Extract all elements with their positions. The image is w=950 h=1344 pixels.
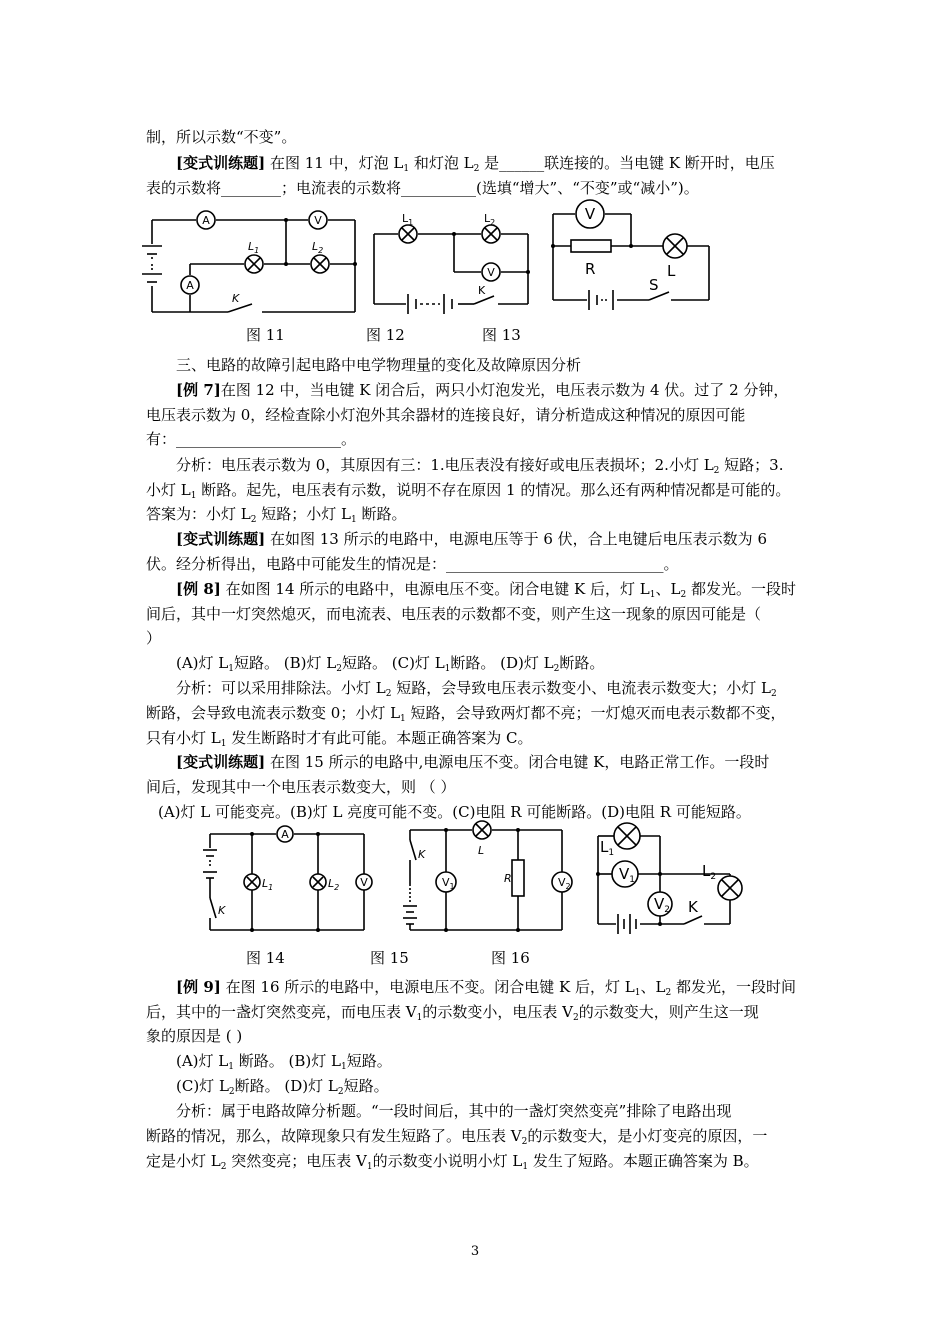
- text-run: 间后，其中一灯突然熄灭，而电流表、电压表的示数都不变，则产生这一现象的原因可能是（: [146, 605, 762, 623]
- text-line: [0, 580, 950, 598]
- subscript: 1: [408, 218, 414, 227]
- svg-text:L1: [402, 212, 413, 227]
- voltmeter-v1-label: V: [442, 876, 450, 889]
- text-line: [0, 978, 950, 996]
- text-run: 、L: [640, 978, 666, 996]
- text-run: 突然变亮；电压表 V: [226, 1152, 367, 1170]
- subscript: 2: [553, 664, 560, 674]
- subscript: 1: [228, 1062, 235, 1072]
- subscript: 2: [713, 466, 720, 476]
- voltmeter-label: V: [487, 266, 495, 279]
- text-line: [0, 729, 950, 747]
- switch-label: K: [478, 284, 486, 297]
- circuit-figure-14: [200, 826, 372, 936]
- text-run: 都发光，一段时间: [671, 978, 796, 996]
- subscript: 2: [336, 664, 342, 674]
- circuit-figure-13: [545, 196, 715, 308]
- ammeter-label: A: [186, 279, 194, 292]
- voltmeter-v1-label: V: [619, 865, 630, 883]
- svg-text:L2: [312, 240, 323, 255]
- text-line: [0, 406, 950, 424]
- text-run: 短路，会导致两灯都不亮；一灯熄灭而电表示数都不变，: [405, 704, 786, 722]
- ammeter-label: A: [202, 214, 210, 227]
- text-run: 表的示数将________；电流表的示数将__________(选填“增大”、“不变”或“减小”)。: [146, 179, 699, 197]
- text-run: 短路。: [346, 1052, 392, 1070]
- text-run: 短路。: [343, 1077, 389, 1095]
- text-line: [0, 629, 950, 647]
- text-run: 电压表示数为 0，经检查除小灯泡外其余器材的连接良好，请分析造成这种情况的原因可能: [146, 406, 746, 424]
- text-run: 分析：电压表示数为 0，其原因有三：1.电压表没有接好或电压表损坏；2.小灯 L: [176, 456, 714, 474]
- subscript: 1: [522, 1162, 529, 1172]
- text-run: 制，所以示数“不变”。: [146, 128, 297, 146]
- subscript: 1: [400, 714, 406, 724]
- text-line: [0, 1077, 950, 1095]
- text-line: [0, 1102, 950, 1120]
- circuit-figure-12: [368, 212, 538, 312]
- subscript: 1: [649, 590, 656, 600]
- lamp-l2-label: L: [484, 212, 491, 225]
- subscript: 1: [403, 164, 410, 174]
- subscript: 1: [228, 664, 235, 674]
- switch-label: K: [688, 898, 698, 916]
- subscript: 1: [341, 1062, 347, 1072]
- text-run: 在如图 13 所示的电路中，电源电压等于 6 伏，合上电键后电压表示数为 6: [265, 530, 767, 548]
- voltmeter-v2-label: V: [654, 895, 665, 913]
- text-line: [0, 1152, 950, 1170]
- text-line: [0, 555, 950, 573]
- subscript: 1: [268, 883, 274, 892]
- subscript: 2: [318, 246, 324, 255]
- text-run: 发生断路时才有此可能。本题正确答案为 C。: [226, 729, 533, 747]
- text-run: 短路。 (C)灯 L: [341, 654, 445, 672]
- text-run: 都发光。一段时: [686, 580, 796, 598]
- text-run: 的示数变大，则产生这一现: [578, 1003, 759, 1021]
- text-run: 小灯 L: [146, 481, 191, 499]
- resistor-label: R: [504, 872, 512, 885]
- svg-text:L2: [328, 877, 339, 892]
- text-line: [0, 753, 950, 771]
- text-run: 断路。 (D)灯 L: [234, 1077, 338, 1095]
- text-run: 短路；3.: [719, 456, 784, 474]
- switch-label: K: [418, 848, 426, 861]
- text-run: 和灯泡 L: [409, 154, 474, 172]
- switch-label: K: [232, 292, 240, 305]
- text-line: [0, 381, 950, 399]
- text-line: [0, 505, 950, 523]
- text-run: 短路，会导致电压表示数变小、电流表示数变大；小灯 L: [391, 679, 771, 697]
- text-run: 发生了短路。本题正确答案为 B。: [528, 1152, 759, 1170]
- lamp-l2-label: L: [328, 877, 335, 890]
- lamp-label: L: [478, 844, 485, 857]
- text-run: (C)灯 L: [176, 1077, 229, 1095]
- text-run: 的示数变大，是小灯变亮的原因，一: [527, 1127, 768, 1145]
- figure-caption-11: 图 11: [246, 326, 285, 344]
- subscript: 2: [521, 1137, 528, 1147]
- text-run: 是______联连接的。当电键 K 断开时，电压: [479, 154, 775, 172]
- text-line: [0, 803, 950, 821]
- text-run: 只有小灯 L: [146, 729, 221, 747]
- text-line: [0, 1052, 950, 1070]
- text-line: [0, 778, 950, 796]
- lamp-l1-label: L: [402, 212, 409, 225]
- text-line: [0, 430, 950, 448]
- lamp-l1-label: L: [600, 838, 609, 856]
- subscript: 2: [572, 1013, 579, 1023]
- subscript: 2: [664, 905, 670, 915]
- subscript: 2: [665, 988, 672, 998]
- svg-text:L1: [248, 240, 259, 255]
- text-run: 在图 12 中，当电键 K 闭合后，两只小灯泡发光，电压表示数为 4 伏。过了 2 分钟，: [220, 381, 789, 399]
- text-run: 在如图 14 所示的电路中，电源电压不变。闭合电键 K 后，灯 L: [220, 580, 650, 598]
- text-run: 定是小灯 L: [146, 1152, 221, 1170]
- text-run: 断路。: [559, 654, 605, 672]
- voltmeter-label: V: [360, 876, 368, 889]
- text-run: (A)灯 L: [176, 654, 229, 672]
- subscript: 1: [629, 875, 635, 885]
- lamp-l1-label: L: [248, 240, 255, 253]
- svg-text:V1: [442, 876, 455, 891]
- subscript: 1: [444, 664, 451, 674]
- svg-text:L2: [484, 212, 495, 227]
- subscript: 2: [770, 689, 777, 699]
- text-run: 有：______________________。: [146, 430, 357, 448]
- text-run: 断路，会导致电流表示数变 0；小灯 L: [146, 704, 401, 722]
- label-bold: [例 9]: [176, 978, 221, 996]
- svg-text:V2: [558, 876, 571, 891]
- text-run: 断路。 (D)灯 L: [450, 654, 554, 672]
- subscript: 1: [350, 515, 357, 525]
- text-run: 、L: [655, 580, 681, 598]
- voltmeter-label: V: [314, 214, 322, 227]
- text-run: 在图 15 所示的电路中,电源电压不变。闭合电键 K，电路正常工作。一段时: [265, 753, 770, 771]
- text-line: [0, 179, 950, 197]
- text-run: 断路。起先，电压表有示数，说明不存在原因 1 的情况。那么还有两种情况都是可能的。: [196, 481, 791, 499]
- voltmeter-label: V: [584, 205, 596, 223]
- text-run: 间后，发现其中一个电压表示数变大，则 （ ）: [146, 778, 456, 796]
- text-line: [0, 654, 950, 672]
- lamp-l2-label: L: [702, 862, 711, 880]
- page-number: 3: [470, 1244, 480, 1259]
- label-bold: [例 8]: [176, 580, 221, 598]
- text-run: ）: [146, 629, 162, 647]
- subscript: 1: [608, 848, 615, 858]
- subscript: 1: [366, 1162, 373, 1172]
- text-run: 分析：可以采用排除法。小灯 L: [176, 679, 386, 697]
- subscript: 2: [490, 218, 496, 227]
- switch-label: S: [649, 276, 659, 294]
- text-run: 断路。: [356, 505, 407, 523]
- text-line: [0, 154, 950, 172]
- circuit-figure-15: [400, 820, 580, 936]
- label-bold: [例 7]: [176, 381, 221, 399]
- subscript: 1: [449, 882, 455, 891]
- subscript: 1: [220, 739, 227, 749]
- text-line: [0, 704, 950, 722]
- lamp-l2-label: L: [312, 240, 319, 253]
- subscript: 2: [565, 882, 571, 891]
- subscript: 2: [385, 689, 392, 699]
- text-run: 分析：属于电路故障分析题。“一段时间后，其中的一盏灯突然变亮”排除了电路出现: [176, 1102, 732, 1120]
- subscript: 1: [190, 491, 197, 501]
- switch-label: K: [218, 904, 226, 917]
- text-run: 的示数变小，电压表 V: [422, 1003, 573, 1021]
- text-line: [0, 605, 950, 623]
- text-run: 后，其中的一盏灯突然变亮，而电压表 V: [146, 1003, 417, 1021]
- text-line: [0, 530, 950, 548]
- figure-caption-15: 图 15: [370, 949, 409, 967]
- subscript: 2: [334, 883, 340, 892]
- figure-caption-14: 图 14: [246, 949, 285, 967]
- svg-text:L1: [600, 838, 614, 858]
- text-line: [0, 456, 950, 474]
- ammeter-label: A: [281, 828, 289, 841]
- subscript: 2: [680, 590, 687, 600]
- subscript: 2: [710, 872, 717, 882]
- circuit-figure-16: [590, 820, 755, 936]
- lamp-l1-label: L: [262, 877, 269, 890]
- text-line: [0, 679, 950, 697]
- svg-text:V2: [654, 895, 670, 915]
- voltmeter-v2-label: V: [558, 876, 566, 889]
- text-run: 短路。 (B)灯 L: [234, 654, 337, 672]
- text-run: 三、电路的故障引起电路中电学物理量的变化及故障原因分析: [176, 356, 582, 374]
- text-run: 伏。经分析得出，电路中可能发生的情况是：_____________________________。: [146, 555, 679, 573]
- svg-text:V1: [619, 865, 635, 885]
- svg-text:L1: [262, 877, 273, 892]
- subscript: 2: [228, 1087, 235, 1097]
- svg-text:L2: [702, 862, 716, 882]
- subscript: 2: [220, 1162, 227, 1172]
- subscript: 1: [254, 246, 260, 255]
- label-bold: [变式训练题]: [176, 753, 266, 771]
- text-line: [0, 1027, 950, 1045]
- figure-caption-12: 图 12: [366, 326, 405, 344]
- text-line: [0, 481, 950, 499]
- lamp-label: L: [667, 262, 676, 280]
- text-line: [0, 1127, 950, 1145]
- text-run: 短路；小灯 L: [256, 505, 351, 523]
- label-bold: [变式训练题]: [176, 530, 266, 548]
- text-run: 在图 11 中，灯泡 L: [265, 154, 404, 172]
- circuit-figure-11: [140, 208, 365, 320]
- subscript: 1: [416, 1013, 423, 1023]
- text-run: (A)灯 L: [176, 1052, 229, 1070]
- subscript: 2: [337, 1087, 344, 1097]
- text-run: (A)灯 L 可能变亮。(B)灯 L 亮度可能不变。(C)电阻 R 可能断路。(D)电阻 R 可能短路。: [158, 803, 751, 821]
- subscript: 2: [473, 164, 480, 174]
- text-run: 答案为：小灯 L: [146, 505, 251, 523]
- label-bold: [变式训练题]: [176, 154, 266, 172]
- text-run: 在图 16 所示的电路中，电源电压不变。闭合电键 K 后，灯 L: [220, 978, 635, 996]
- text-line: [0, 356, 950, 374]
- figure-caption-13: 图 13: [482, 326, 521, 344]
- figure-caption-16: 图 16: [491, 949, 530, 967]
- subscript: 1: [634, 988, 641, 998]
- text-run: 的示数变小说明小灯 L: [372, 1152, 523, 1170]
- subscript: 2: [250, 515, 257, 525]
- text-run: 象的原因是 ( ): [146, 1027, 243, 1045]
- text-line: [0, 128, 950, 146]
- text-run: 断路的情况，那么，故障现象只有发生短路了。电压表 V: [146, 1127, 522, 1145]
- text-line: [0, 1003, 950, 1021]
- text-run: 断路。 (B)灯 L: [234, 1052, 342, 1070]
- resistor-label: R: [585, 260, 596, 278]
